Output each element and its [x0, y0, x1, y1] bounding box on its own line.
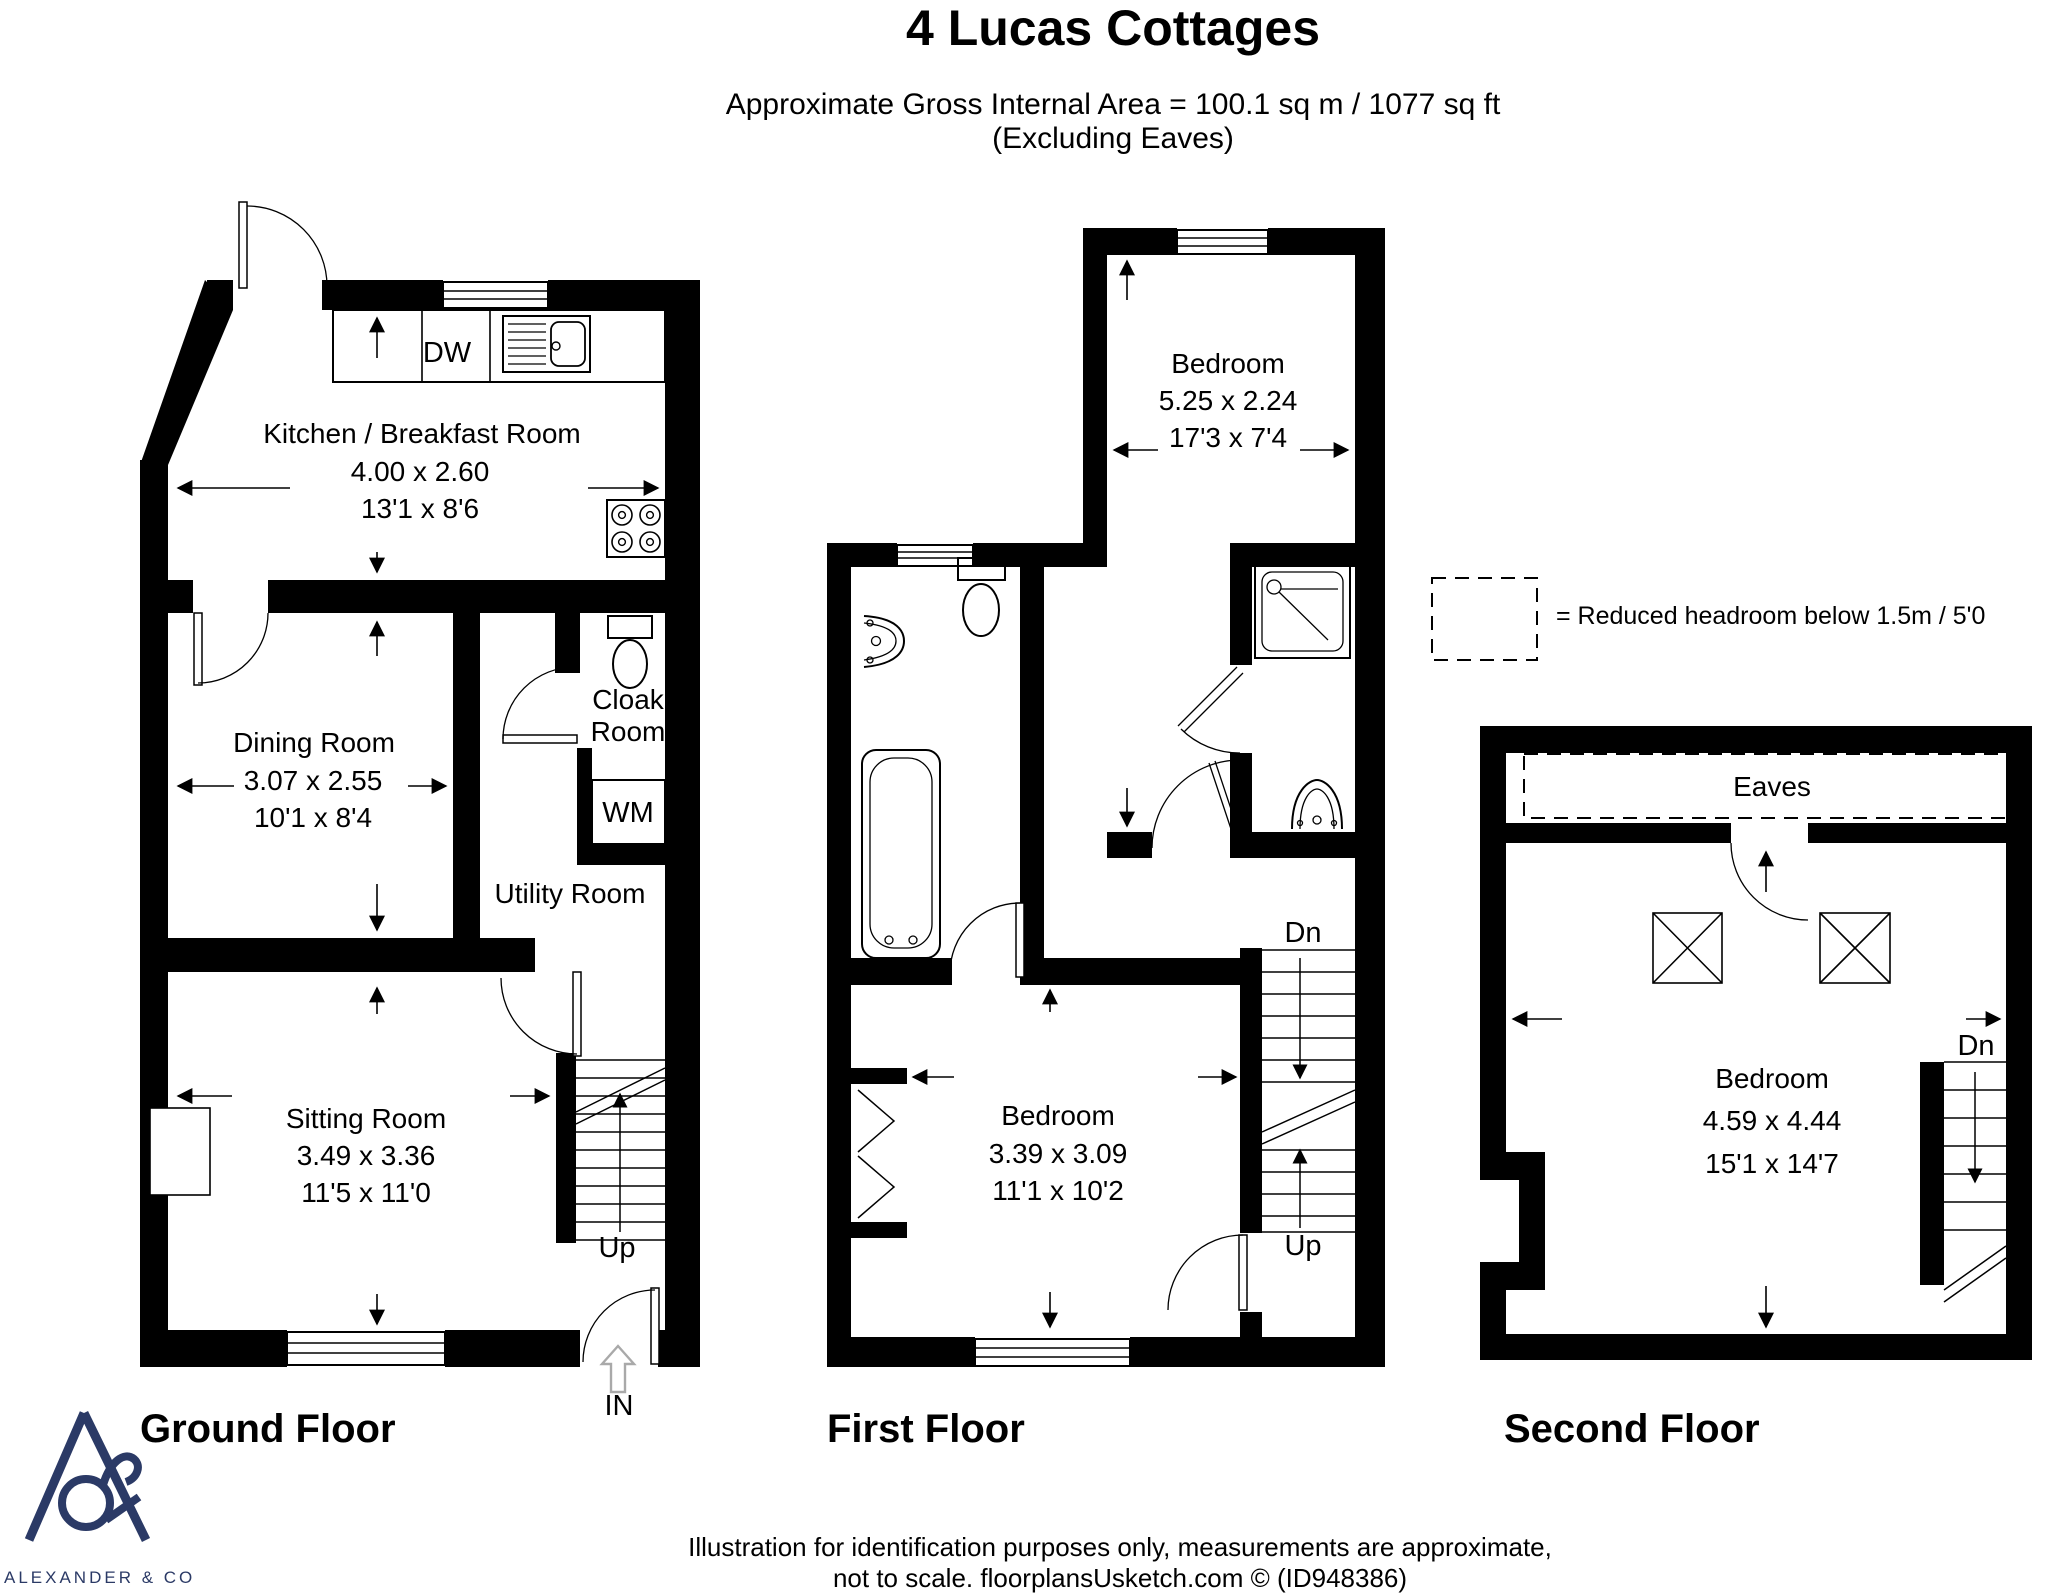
bedroom-top-name: Bedroom: [1171, 348, 1285, 379]
bedroom-bottom-dim-ft: 11'1 x 10'2: [992, 1175, 1124, 1206]
dining-dim-ft: 10'1 x 8'4: [253, 802, 373, 833]
bathroom-toilet-icon: [958, 558, 1005, 636]
bathtub-icon: [862, 750, 940, 958]
second-bedroom-dim-m: 4.59 x 4.44: [1702, 1105, 1842, 1136]
kitchen-name: Kitchen / Breakfast Room: [263, 418, 581, 449]
second-floor-door: [1731, 843, 1808, 920]
kitchen-dim-m: 4.00 x 2.60: [350, 456, 490, 487]
ground-floor-label: Ground Floor: [140, 1407, 396, 1451]
cloak-toilet-icon: [608, 616, 652, 688]
roof-window-icons: [1653, 913, 1890, 983]
fireplace-recess: [150, 1108, 210, 1195]
bedroom-top-dim-ft: 17'3 x 7'4: [1168, 422, 1288, 453]
legend-text: = Reduced headroom below 1.5m / 5'0: [1556, 602, 1986, 630]
ground-up-label: Up: [598, 1232, 636, 1264]
dishwasher-label: DW: [422, 337, 472, 369]
second-floor-walls: [1480, 726, 2032, 1360]
second-bedroom-name: Bedroom: [1715, 1063, 1829, 1094]
alexander-co-logo-icon: [29, 1413, 146, 1540]
cloak-room-name-line1: Cloak: [592, 684, 664, 715]
bedroom-bottom-name: Bedroom: [1001, 1100, 1115, 1131]
logo-text: ALEXANDER & CO: [4, 1568, 196, 1587]
sitting-name: Sitting Room: [285, 1103, 447, 1134]
shower-icon: [1255, 565, 1350, 658]
bedroom-top-dim-m: 5.25 x 2.24: [1158, 385, 1298, 416]
sink-icon: [503, 316, 590, 372]
first-up-label: Up: [1284, 1230, 1322, 1262]
second-floor-stairs: [1944, 1062, 2006, 1302]
excluding-eaves-subtitle: (Excluding Eaves): [992, 122, 1234, 155]
legend-dashed-box: [1432, 578, 1537, 660]
entrance-in-label: IN: [604, 1390, 634, 1422]
shower-room-basin-icon: [1292, 780, 1342, 829]
sitting-dim-ft: 11'5 x 11'0: [301, 1177, 431, 1208]
sitting-dim-m: 3.49 x 3.36: [296, 1140, 436, 1171]
second-dn-label: Dn: [1957, 1030, 1995, 1062]
dining-dim-m: 3.07 x 2.55: [243, 765, 383, 796]
disclaimer-line2: not to scale. floorplansUsketch.com © (ID948386): [832, 1563, 1408, 1593]
second-floor-label: Second Floor: [1504, 1407, 1760, 1451]
first-floor-label: First Floor: [827, 1407, 1025, 1451]
first-floor-stairs: [1262, 950, 1355, 1232]
ground-floor-stairs: [576, 1060, 665, 1240]
page-title: 4 Lucas Cottages: [905, 0, 1321, 56]
hob-icon: [607, 500, 665, 557]
second-floor-plan: [1480, 726, 2032, 1360]
first-floor-dim-arrows: [913, 261, 1348, 1327]
eaves-label: Eaves: [1733, 771, 1811, 802]
kitchen-dim-ft: 13'1 x 8'6: [360, 493, 480, 524]
first-dn-label: Dn: [1284, 917, 1322, 949]
wardrobe-doors: [858, 1090, 894, 1218]
entrance-arrow-icon: [602, 1346, 634, 1392]
second-bedroom-dim-ft: 15'1 x 14'7: [1705, 1148, 1839, 1179]
bedroom-bottom-dim-m: 3.39 x 3.09: [988, 1138, 1128, 1169]
dining-name: Dining Room: [233, 727, 395, 758]
bathroom-basin-icon: [864, 616, 904, 667]
disclaimer-line1: Illustration for identification purposes only, measurements are approximate,: [688, 1532, 1552, 1562]
first-floor-doors: [950, 667, 1247, 1310]
kitchen-counter: [333, 310, 665, 382]
utility-room-name: Utility Room: [494, 878, 646, 909]
area-subtitle: Approximate Gross Internal Area = 100.1 sq m / 1077 sq ft: [725, 88, 1501, 121]
cloak-room-name-line2: Room: [590, 716, 666, 747]
washing-machine-label: WM: [602, 797, 654, 829]
